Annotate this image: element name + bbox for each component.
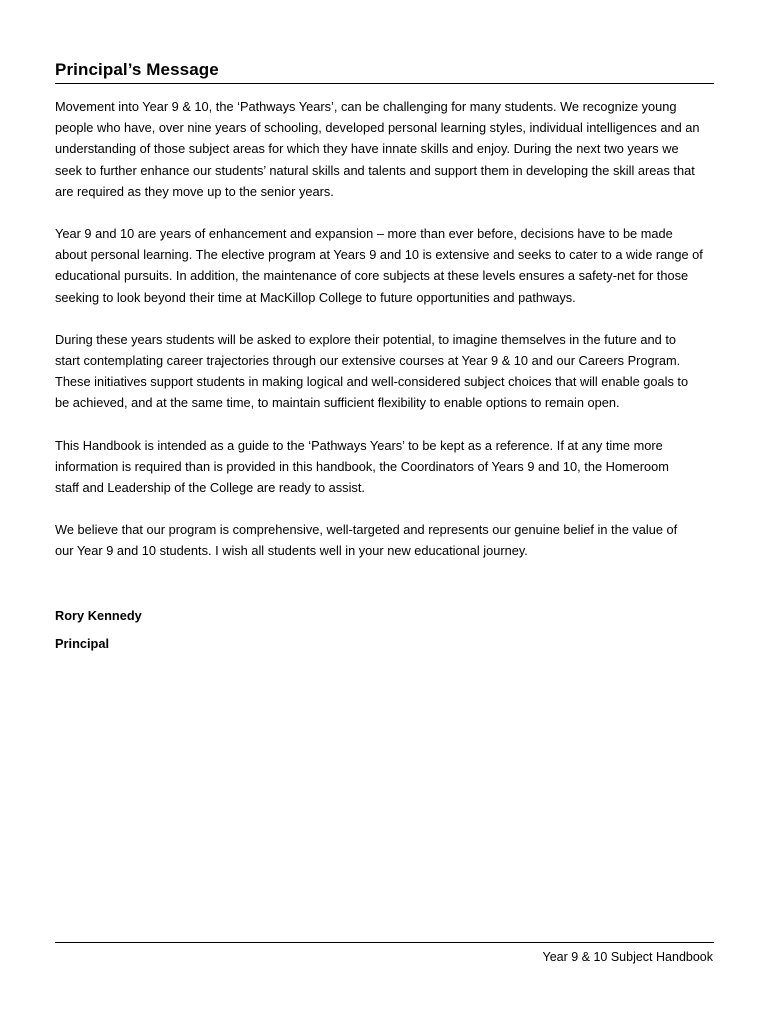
paragraph-line: people who have, over nine years of schooling, developed personal learning styles, individual intelligences and an — [55, 120, 700, 136]
message-body — [55, 96, 720, 583]
paragraph-line: be achieved, and at the same time, to maintain sufficient flexibility to enable options to remain open. — [55, 395, 620, 411]
paragraph-line: educational pursuits. In addition, the maintenance of core subjects at these levels ensures a safety-net for those — [55, 268, 689, 284]
paragraph-line: information is required than is provided in this handbook, the Coordinators of Years 9 and 10, the Homeroom — [55, 458, 669, 474]
paragraph-line: Year 9 and 10 are years of enhancement and expansion – more than ever before, decisions have to be made — [55, 226, 673, 242]
paragraph-line: We believe that our program is comprehensive, well-targeted and represents our genuine belief in the value of — [55, 522, 678, 538]
paragraph-3 — [55, 329, 720, 414]
paragraph-line: Movement into Year 9 & 10, the ‘Pathways Years’, can be challenging for many students. We recognize young — [55, 99, 677, 114]
paragraph-line: understanding of those subject areas for which they have innate skills and enjoy. During the next two years we — [55, 141, 679, 157]
paragraph-4 — [55, 435, 720, 499]
paragraph-line: This Handbook is intended as a guide to the ‘Pathways Years’ to be kept as a reference. If at any time more — [55, 437, 663, 453]
paragraph-1 — [55, 96, 720, 202]
paragraph-line: start contemplating career trajectories through our extensive courses at Year 9 & 10 and our Careers Program. — [55, 353, 681, 369]
paragraph-line: are required as they move up to the senior years. — [55, 183, 334, 199]
signatory-name: Rory Kennedy — [55, 608, 142, 623]
paragraph-line: our Year 9 and 10 students. I wish all students well in your new educational journey. — [55, 543, 528, 559]
paragraph-2 — [55, 223, 720, 308]
paragraph-line: about personal learning. The elective program at Years 9 and 10 is extensive and seeks to cater to a wide range of — [55, 247, 703, 263]
signature-block — [55, 606, 142, 654]
paragraph-5 — [55, 519, 720, 561]
footer-title: Year 9 & 10 Subject Handbook — [542, 950, 713, 964]
paragraph-line: seeking to look beyond their time at MacKillop College to future opportunities and pathways. — [55, 289, 576, 305]
footer-divider — [55, 942, 714, 943]
title-divider — [55, 83, 714, 84]
paragraph-line: seek to further enhance our students’ natural skills and talents and support them in developing the skill areas that — [55, 162, 695, 178]
signatory-role: Principal — [55, 636, 110, 651]
paragraph-line: These initiatives support students in making logical and well-considered subject choices that will enable goals to — [55, 374, 689, 390]
paragraph-line: During these years students will be asked to explore their potential, to imagine themselves in the future and to — [55, 331, 676, 347]
page-title: Principal’s Message — [55, 60, 219, 79]
paragraph-line: staff and Leadership of the College are ready to assist. — [55, 480, 365, 496]
